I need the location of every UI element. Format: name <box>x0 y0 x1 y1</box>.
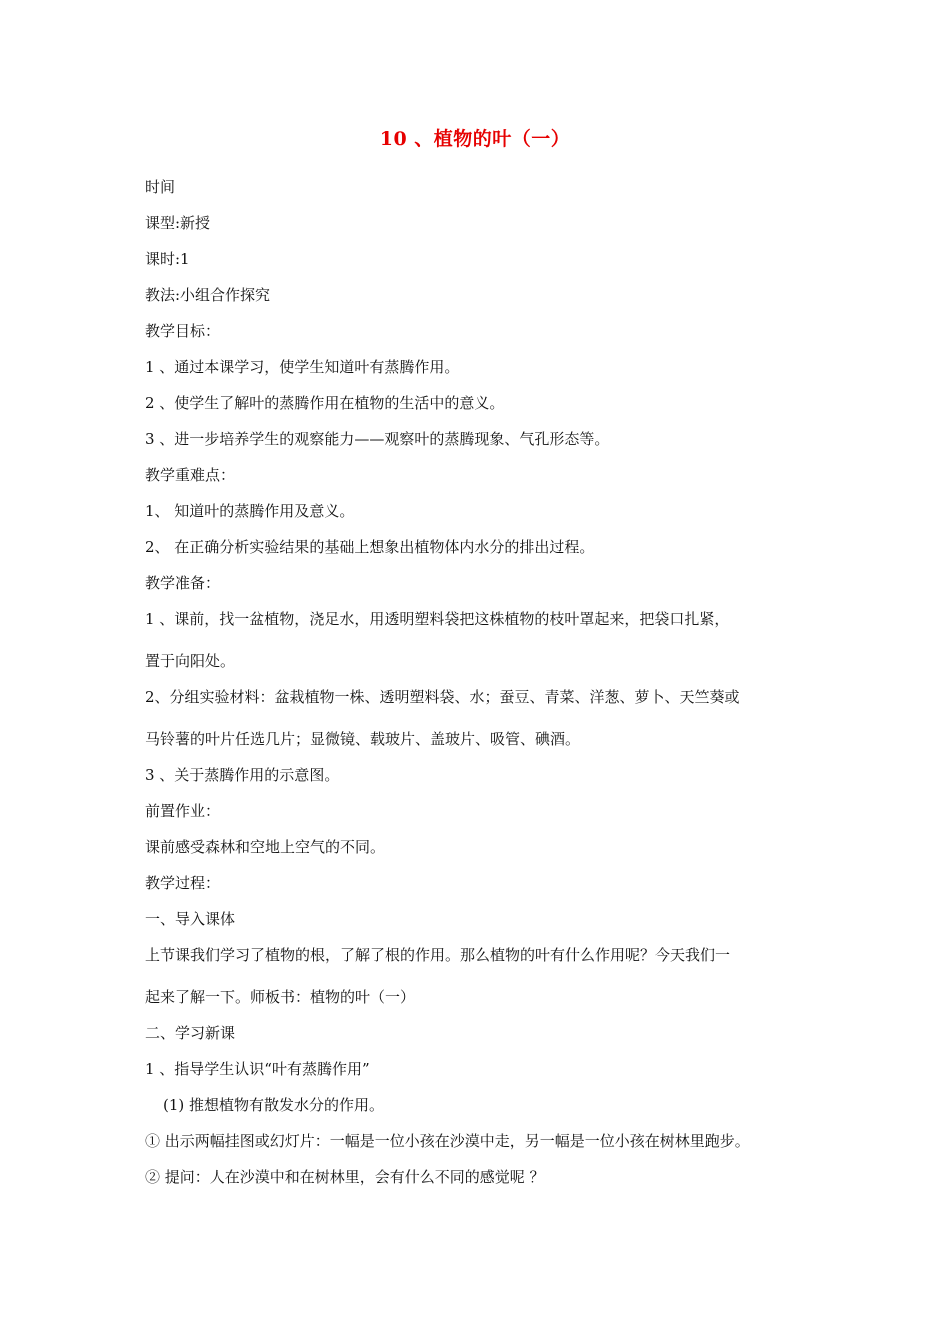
key-point-item: 1、 知道叶的蒸腾作用及意义。 <box>145 502 355 520</box>
objective-item: 3 、进一步培养学生的观察能力——观察叶的蒸腾现象、气孔形态等。 <box>145 430 610 448</box>
text-line-lesson-hours: 课时:1 <box>145 250 190 268</box>
process-step-heading: 二、学习新课 <box>145 1024 236 1042</box>
process-step-heading: 一、导入课体 <box>145 910 236 928</box>
objective-item: 1 、通过本课学习，使学生知道叶有蒸腾作用。 <box>145 358 460 376</box>
process-sub-step: ② 提问：人在沙漠中和在树林里，会有什么不同的感觉呢 ？ <box>145 1168 545 1186</box>
objective-item: 2 、使学生了解叶的蒸腾作用在植物的生活中的意义。 <box>145 394 505 412</box>
preparation-item-continued: 马铃薯的叶片任选几片；显微镜、载玻片、盖玻片、吸管、碘酒。 <box>145 730 581 748</box>
section-heading-pre-assignment: 前置作业： <box>145 802 221 820</box>
section-heading-key-points: 教学重难点： <box>145 466 236 484</box>
text-line-time: 时间 <box>145 178 176 196</box>
process-sub-step: ① 出示两幅挂图或幻灯片：一幅是一位小孩在沙漠中走，另一幅是一位小孩在树林里跑步。 <box>145 1132 750 1150</box>
preparation-item: 2、分组实验材料：盆栽植物一株、透明塑料袋、水；蚕豆、青菜、洋葱、萝卜、天竺葵或 <box>145 688 740 706</box>
text-line-teaching-method: 教法:小组合作探究 <box>145 286 271 304</box>
process-sub-step: (1) 推想植物有散发水分的作用。 <box>163 1096 385 1114</box>
text-line-lesson-type: 课型:新授 <box>145 214 211 232</box>
preparation-item: 1 、课前，找一盆植物，浇足水，用透明塑料袋把这株植物的枝叶罩起来，把袋口扎紧， <box>145 610 730 628</box>
document-body <box>145 176 815 1202</box>
section-heading-process: 教学过程： <box>145 874 221 892</box>
document-title: 10 、植物的叶（一） <box>379 128 571 150</box>
preparation-item-continued: 置于向阳处。 <box>145 652 236 670</box>
process-sub-step: 1 、指导学生认识“叶有蒸腾作用” <box>145 1060 370 1078</box>
section-heading-objectives: 教学目标： <box>145 322 221 340</box>
process-paragraph-continued: 起来了解一下。师板书：植物的叶（一） <box>145 988 416 1006</box>
process-paragraph: 上节课我们学习了植物的根，了解了根的作用。那么植物的叶有什么作用呢？今天我们一 <box>145 946 731 964</box>
key-point-item: 2、 在正确分析实验结果的基础上想象出植物体内水分的排出过程。 <box>145 538 595 556</box>
section-heading-preparation: 教学准备： <box>145 574 221 592</box>
preparation-item: 3 、关于蒸腾作用的示意图。 <box>145 766 340 784</box>
pre-assignment-text: 课前感受森林和空地上空气的不同。 <box>145 838 386 856</box>
